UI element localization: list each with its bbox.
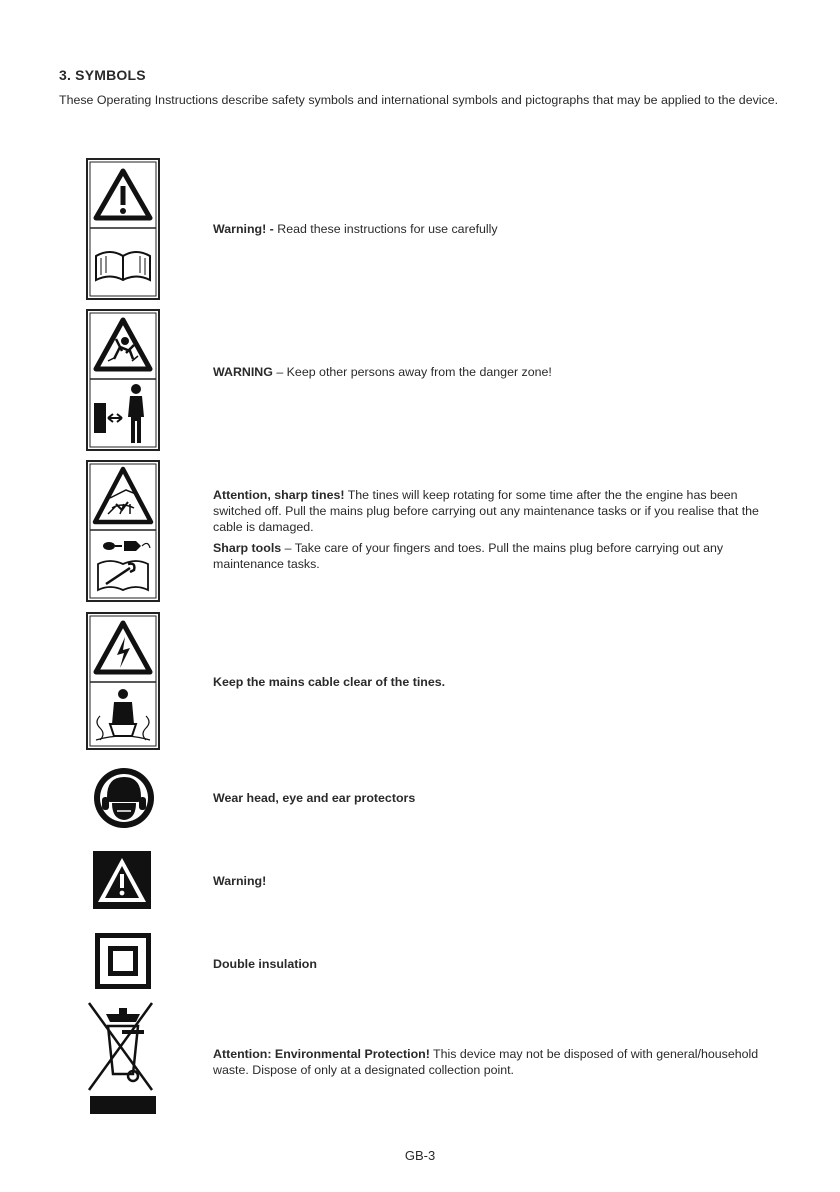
section-intro: These Operating Instructions describe safety symbols and international symbols and pictographs that may be applied to the device. (59, 93, 779, 107)
symbol-8-bold: Attention: Environmental Protection! (213, 1047, 430, 1061)
symbol-3-para2-bold: Sharp tools (213, 541, 282, 555)
sharp-tines-unplug-icon (86, 460, 160, 602)
symbol-2-text: – Keep other persons away from the danger zone! (272, 365, 552, 379)
symbol-8-text: This device may not be disposed of with general/household waste. Dispose of only at a designated collection point. (213, 1047, 759, 1077)
symbol-6-bold: Warning! (213, 874, 267, 888)
symbol-2-bold: WARNING (213, 365, 273, 379)
symbol-1-text: Read these instructions for use carefully (273, 222, 498, 236)
symbol-5-bold: Wear head, eye and ear protectors (213, 791, 416, 805)
symbol-1-description (213, 221, 783, 237)
symbol-3-para1-bold: Attention, sharp tines! (213, 488, 345, 502)
symbol-7-bold: Double insulation (213, 957, 317, 971)
symbol-2-description (213, 364, 783, 380)
symbol-5-description (213, 790, 783, 806)
page-number: GB-3 (404, 1148, 436, 1163)
symbol-7-description (213, 956, 783, 972)
symbol-4-description (213, 674, 783, 690)
symbol-3-para2-text: – Take care of your fingers and toes. Pull the mains plug before carrying out any maintenance tasks. (213, 541, 724, 571)
crossed-wheelie-bin-icon (86, 1000, 160, 1116)
keep-persons-away-icon (86, 309, 160, 451)
symbol-1-bold: Warning! - (213, 222, 274, 236)
warning-read-manual-icon (86, 158, 160, 300)
electric-cable-clear-icon (86, 612, 160, 750)
symbol-3-description (213, 487, 783, 572)
symbol-8-description (213, 1046, 783, 1078)
warning-triangle-icon (93, 851, 151, 909)
symbol-3-para1-text: The tines will keep rotating for some time after the the engine has been switched off. Pull the mains plug before carrying out any maintenance tasks or if you realise that the cable is damaged. (213, 488, 759, 534)
symbol-4-bold: Keep the mains cable clear of the tines. (213, 675, 446, 689)
symbol-6-description (213, 873, 783, 889)
double-insulation-icon (95, 933, 151, 989)
section-heading: 3. SYMBOLS (59, 67, 146, 83)
head-eye-ear-protection-icon (93, 767, 155, 829)
